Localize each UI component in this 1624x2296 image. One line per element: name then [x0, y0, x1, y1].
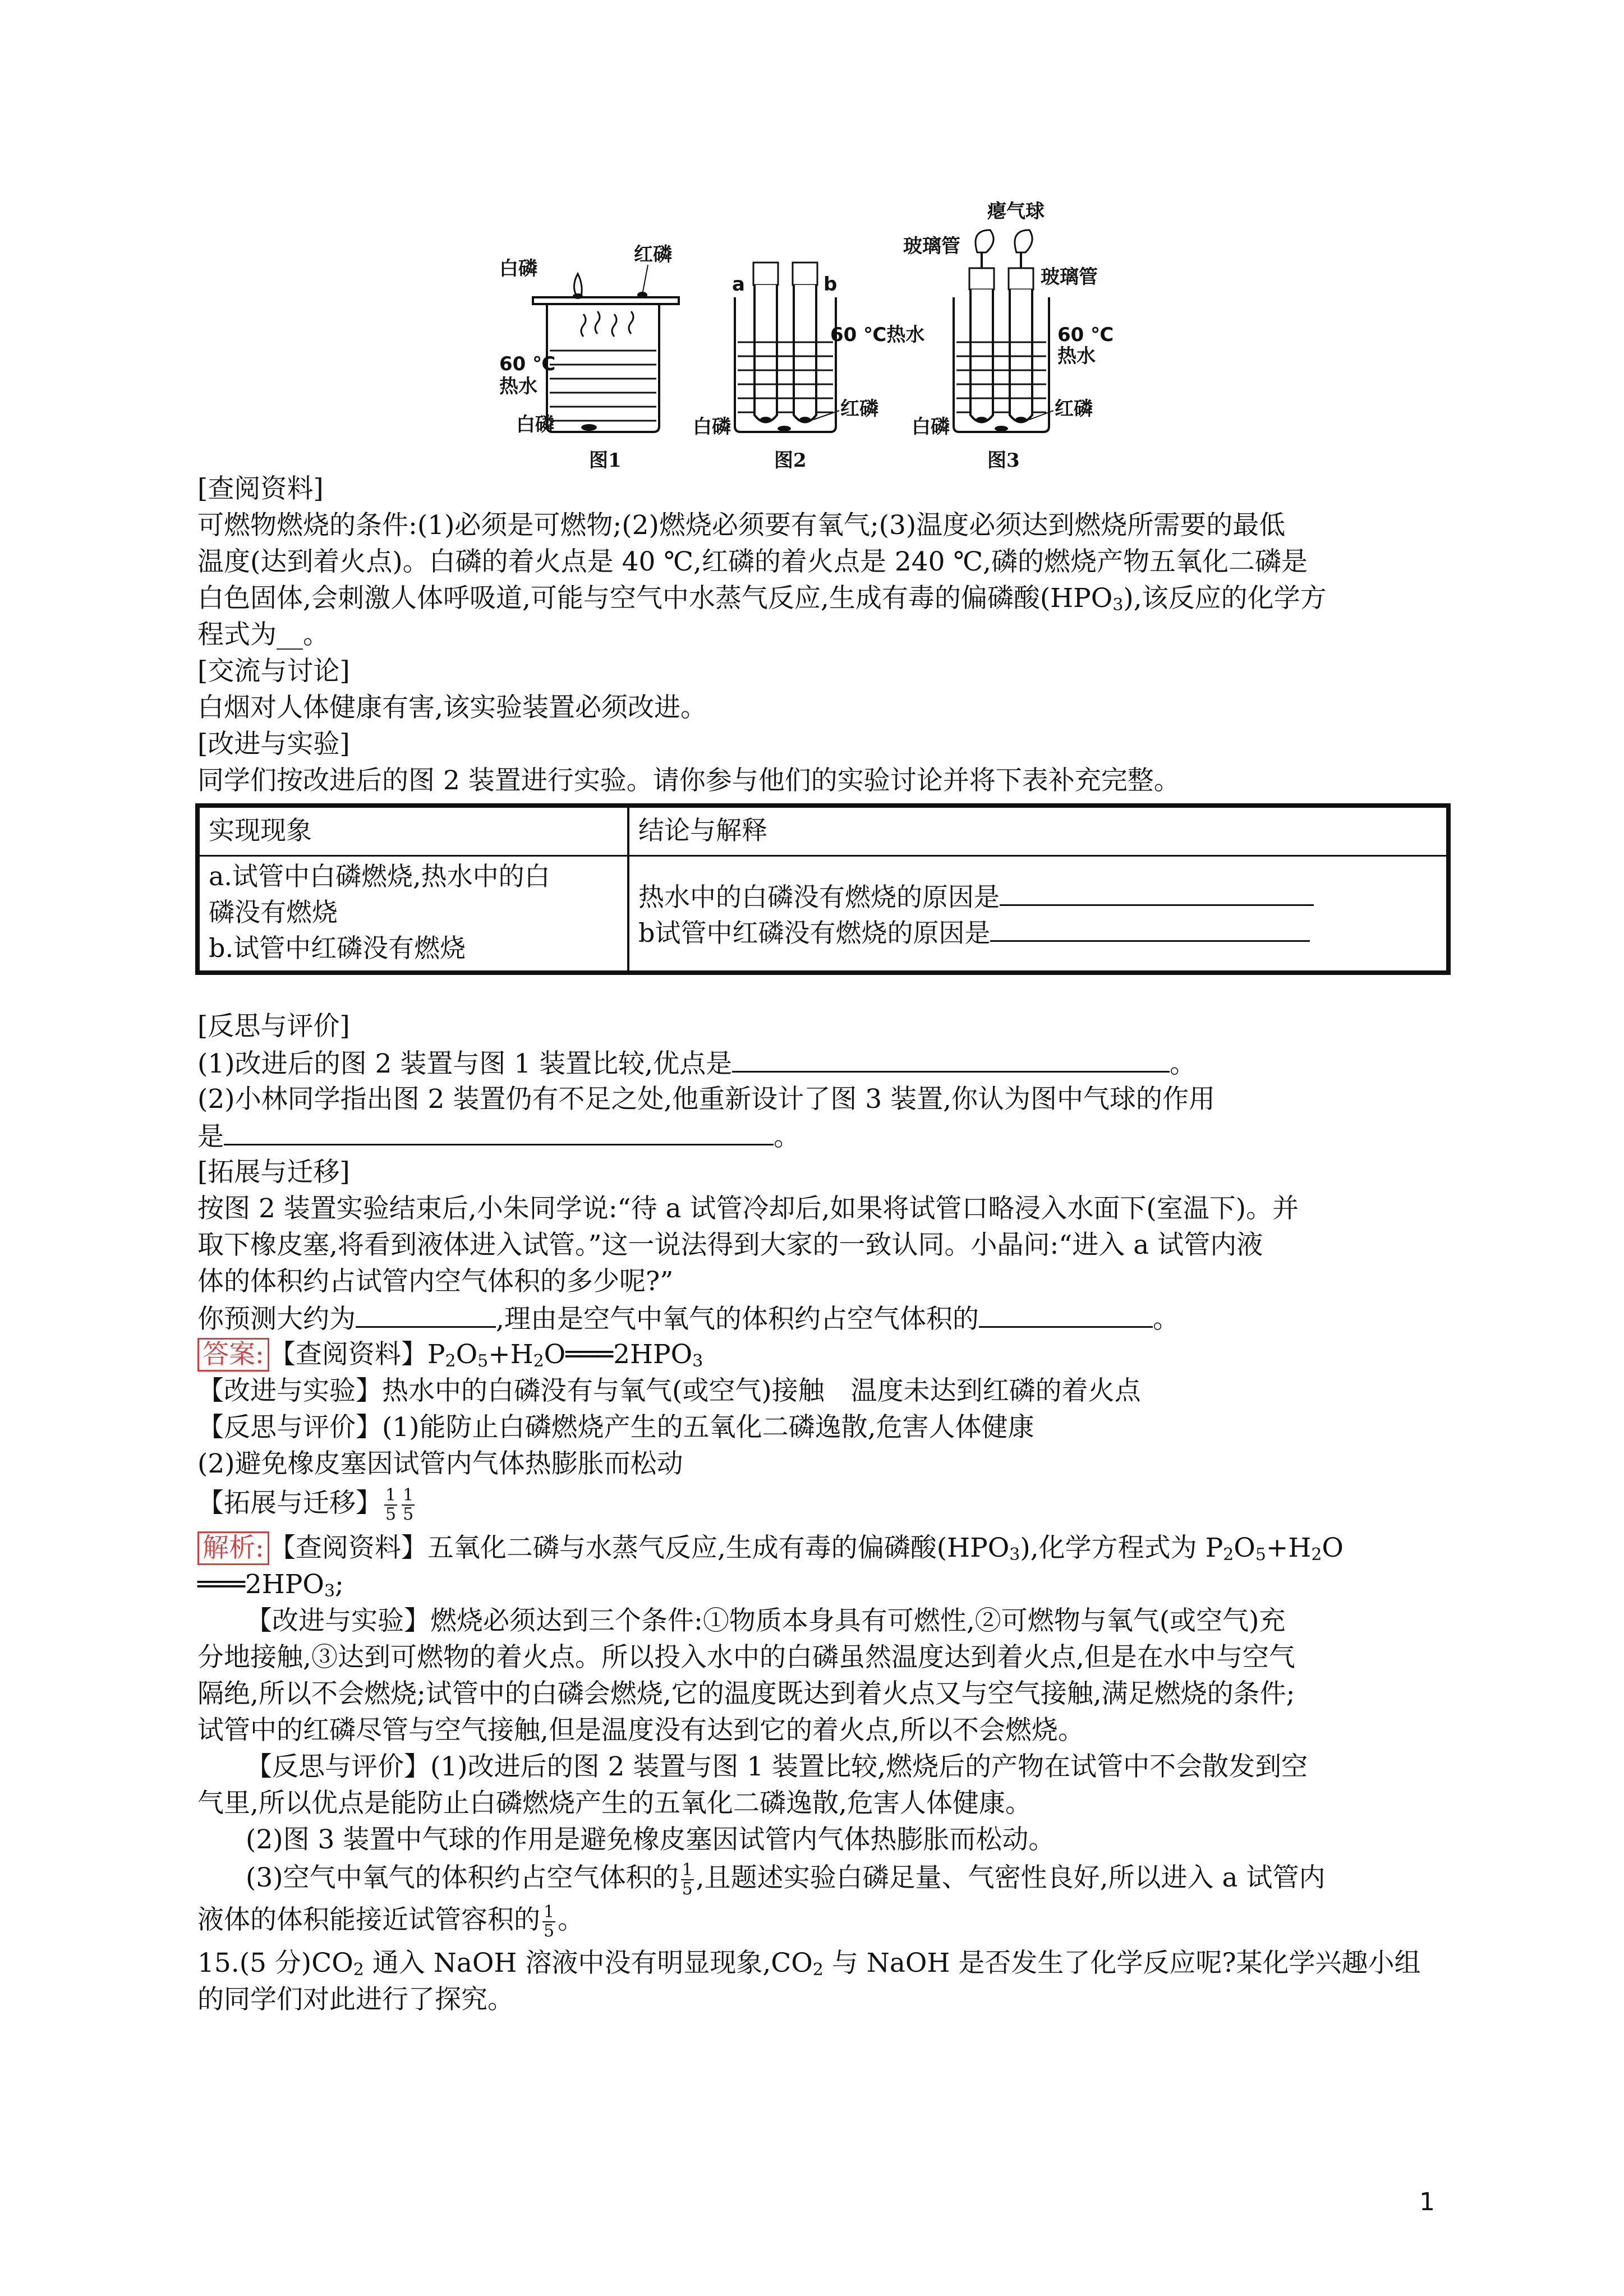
- text-line: 取下橡皮塞,将看到液体进入试管。”这一说法得到大家的一致认同。小晶问:“进入 a 试管内液: [197, 1230, 1263, 1260]
- table-cell: 磷没有燃烧: [209, 897, 338, 927]
- fig3-hot-water-label: 热水: [1057, 345, 1096, 367]
- question-line: (2)小林同学指出图 2 装置仍有不足之处,他重新设计了图 3 装置,你认为图中气球的作用: [197, 1084, 1216, 1115]
- fig1-white-p-bottom-label: 白磷: [516, 413, 554, 436]
- text-line: 白烟对人体健康有害,该实验装置必须改进。: [197, 692, 707, 723]
- analysis-line: (2)图 3 装置中气球的作用是避免橡皮塞因试管内气体热膨胀而松动。: [246, 1824, 1055, 1855]
- analysis-line: 【改进与实验】燃烧必须达到三个条件:①物质本身具有可燃性,②可燃物与氧气(或空气)充: [246, 1605, 1286, 1636]
- fig2-caption: 图2: [774, 449, 807, 472]
- result-table: [195, 803, 1451, 975]
- fig2-b-label: b: [823, 273, 838, 296]
- question-15-line: 的同学们对此进行了探究。: [197, 1984, 514, 2015]
- answer-line: 【拓展与迁移】 $\frac{1}{5}$ $\frac{1}{5}$: [197, 1485, 414, 1524]
- answer-line: (2)避免橡皮塞因试管内气体热膨胀而松动: [197, 1448, 683, 1479]
- analysis-line: 解析: 【查阅资料】五氧化二磷与水蒸气反应,生成有毒的偏磷酸$(HPO_3)$,化学方程式为 $P_2O_5+H_2O$: [197, 1531, 1344, 1572]
- fig3-temp-label: 60 ℃: [1057, 324, 1114, 346]
- fig3-white-p-label: 白磷: [912, 416, 950, 438]
- analysis-line: (3)空气中氧气的体积约占空气体积的 $\frac{1}{5}$ ,且题述实验白磷足量、气密性良好,所以进入 a 试管内: [246, 1860, 1326, 1899]
- fraction: $\frac{1}{5}$: [403, 1485, 414, 1524]
- text-line: 按图 2 装置实验结束后,小朱同学说:“待 a 试管冷却后,如果将试管口略浸入水面下(室温下)。并: [197, 1193, 1299, 1224]
- section-heading-discussion: [交流与讨论]: [197, 656, 350, 687]
- experiment-figures: [494, 196, 1128, 474]
- fig2-red-p-label: 红磷: [840, 398, 878, 420]
- section-heading-improvement: [改进与实验]: [197, 729, 350, 760]
- analysis-line: 液体的体积能接近试管容积的 $\frac{1}{5}$ 。: [197, 1902, 585, 1941]
- fig3-balloon-label: 瘪气球: [987, 200, 1045, 223]
- table-cell: b试管中红磷没有燃烧的原因是: [638, 915, 1310, 950]
- answer-line: 答案: 【查阅资料】$P_2O_5+H_2O═══2HPO_3$: [197, 1338, 703, 1378]
- table-header: 实现现象: [209, 815, 312, 845]
- analysis-line: $═══2HPO_3$;: [197, 1569, 344, 1601]
- fig2-hot-water-label: 60 ℃热水: [830, 324, 925, 346]
- analysis-line: 气里,所以优点是能防止白磷燃烧产生的五氧化二磷逸散,危害人体健康。: [197, 1788, 1032, 1819]
- fig1-red-p-label: 红磷: [634, 243, 672, 266]
- answer-line: 【反思与评价】(1)能防止白磷燃烧产生的五氧化二磷逸散,危害人体健康: [197, 1412, 1034, 1443]
- fig1-caption: 图1: [589, 449, 622, 472]
- table-cell: b.试管中红磷没有燃烧: [209, 933, 466, 963]
- question-15-line: 15.(5 分)$CO_2$ 通入 NaOH 溶液中没有明显现象$,CO_2$ 与 NaOH 是否发生了化学反应呢?某化学兴趣小组: [197, 1948, 1421, 1980]
- text-line: 可燃物燃烧的条件:(1)必须是可燃物;(2)燃烧必须要有氧气;(3)温度必须达到燃烧所需要的最低: [197, 510, 1286, 541]
- text-line: 体的体积约占试管内空气体积的多少呢?”: [197, 1266, 674, 1297]
- answer-line: 【改进与实验】热水中的白磷没有与氧气(或空气)接触 温度未达到红磷的着火点: [197, 1375, 1141, 1406]
- fig3-caption: 图3: [987, 449, 1020, 472]
- text-line: 白色固体,会刺激人体呼吸道,可能与空气中水蒸气反应,生成有毒的偏磷酸$(HPO_3)$,该反应的化学方: [197, 583, 1327, 615]
- page-number: 1: [1419, 2188, 1435, 2216]
- analysis-line: 【反思与评价】(1)改进后的图 2 装置与图 1 装置比较,燃烧后的产物在试管中不会散发到空: [246, 1751, 1308, 1782]
- section-heading-research: [查阅资料]: [197, 473, 324, 504]
- table-header: 结论与解释: [638, 815, 767, 845]
- fig2-a-label: a: [732, 273, 745, 296]
- fig3-red-p-label: 红磷: [1055, 398, 1093, 420]
- apparatus-diagram: [494, 196, 1128, 474]
- analysis-tag: 解析:: [197, 1531, 269, 1565]
- fraction: $\frac{1}{5}$: [682, 1860, 693, 1899]
- fig3-tube-right-label: 玻璃管: [1041, 266, 1098, 288]
- analysis-line: 分地接触,③达到可燃物的着火点。所以投入水中的白磷虽然温度达到着火点,但是在水中与空气: [197, 1642, 1295, 1673]
- section-heading-extension: [拓展与迁移]: [197, 1157, 350, 1188]
- figure-3: [903, 200, 1114, 472]
- question-line: (1)改进后的图 2 装置与图 1 装置比较,优点是 。: [197, 1046, 1196, 1081]
- fraction: $\frac{1}{5}$: [385, 1485, 397, 1524]
- analysis-line: 隔绝,所以不会燃烧;试管中的白磷会燃烧,它的温度既达到着火点又与空气接触,满足燃烧的条件;: [197, 1678, 1295, 1709]
- figure-2: [693, 263, 924, 472]
- section-heading-reflection: [反思与评价]: [197, 1011, 350, 1042]
- text-line: 程式为__。: [197, 619, 329, 650]
- question-line: 你预测大约为 ,理由是空气中氧气的体积约占空气体积的 。: [197, 1301, 1179, 1336]
- fig1-temp-label: 60 ℃: [499, 353, 556, 375]
- fig1-white-p-top-label: 白磷: [499, 257, 537, 280]
- fraction: $\frac{1}{5}$: [544, 1902, 555, 1941]
- answer-tag: 答案:: [197, 1338, 269, 1372]
- analysis-line: 试管中的红磷尽管与空气接触,但是温度没有达到它的着火点,所以不会燃烧。: [197, 1715, 1084, 1746]
- figure-1: [499, 243, 679, 472]
- text-line: 温度(达到着火点)。白磷的着火点是 40 ℃,红磷的着火点是 240 ℃,磷的燃烧产物五氧化二磷是: [197, 546, 1308, 577]
- fig2-white-p-label: 白磷: [693, 416, 731, 438]
- question-line: 是 。: [197, 1119, 800, 1154]
- table-cell: a.试管中白磷燃烧,热水中的白: [209, 861, 550, 891]
- table-cell: 热水中的白磷没有燃烧的原因是: [638, 880, 1314, 914]
- fig3-tube-left-label: 玻璃管: [903, 235, 960, 257]
- fig1-hot-water-label: 热水: [499, 375, 537, 398]
- text-line: 同学们按改进后的图 2 装置进行实验。请你参与他们的实验讨论并将下表补充完整。: [197, 765, 1180, 796]
